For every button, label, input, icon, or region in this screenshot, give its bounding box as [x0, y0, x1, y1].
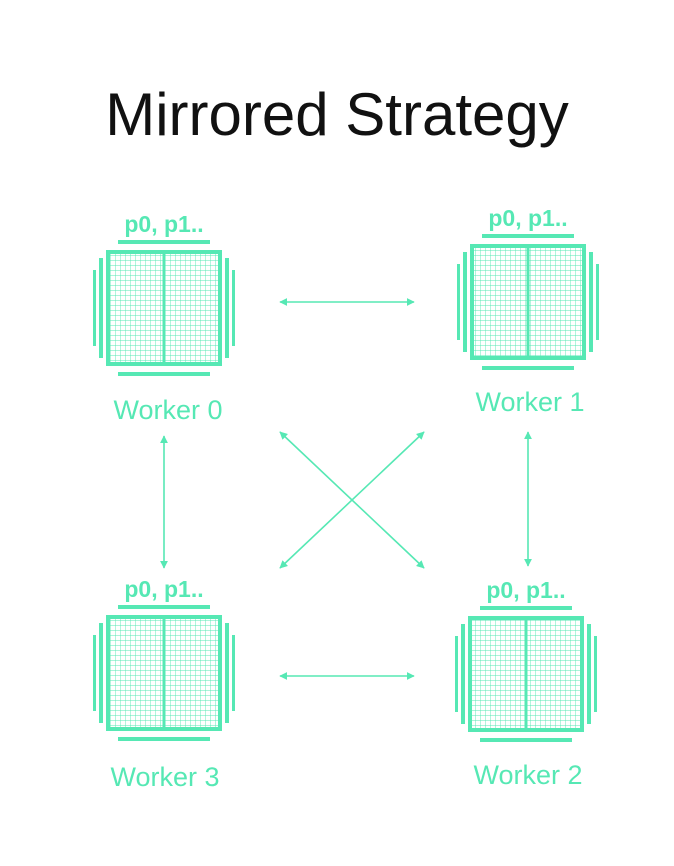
worker-node-1	[457, 205, 599, 417]
chip-icon	[93, 605, 235, 741]
chip-icon	[457, 234, 599, 370]
worker-node-3	[93, 576, 235, 792]
worker-params-label: p0, p1..	[488, 205, 568, 231]
chip-icon	[455, 606, 597, 742]
worker-params-label: p0, p1..	[124, 211, 204, 237]
worker-params-label: p0, p1..	[486, 577, 566, 603]
diagram-title: Mirrored Strategy	[105, 81, 569, 148]
worker-node-2	[455, 577, 597, 790]
worker-node-0	[93, 211, 235, 425]
worker-params-label: p0, p1..	[124, 576, 204, 602]
worker-label: Worker 2	[473, 760, 583, 790]
chip-icon	[93, 240, 235, 376]
worker-label: Worker 3	[110, 762, 220, 792]
worker-label: Worker 1	[475, 387, 585, 417]
workers-layer	[93, 205, 599, 792]
worker-label: Worker 0	[113, 395, 223, 425]
